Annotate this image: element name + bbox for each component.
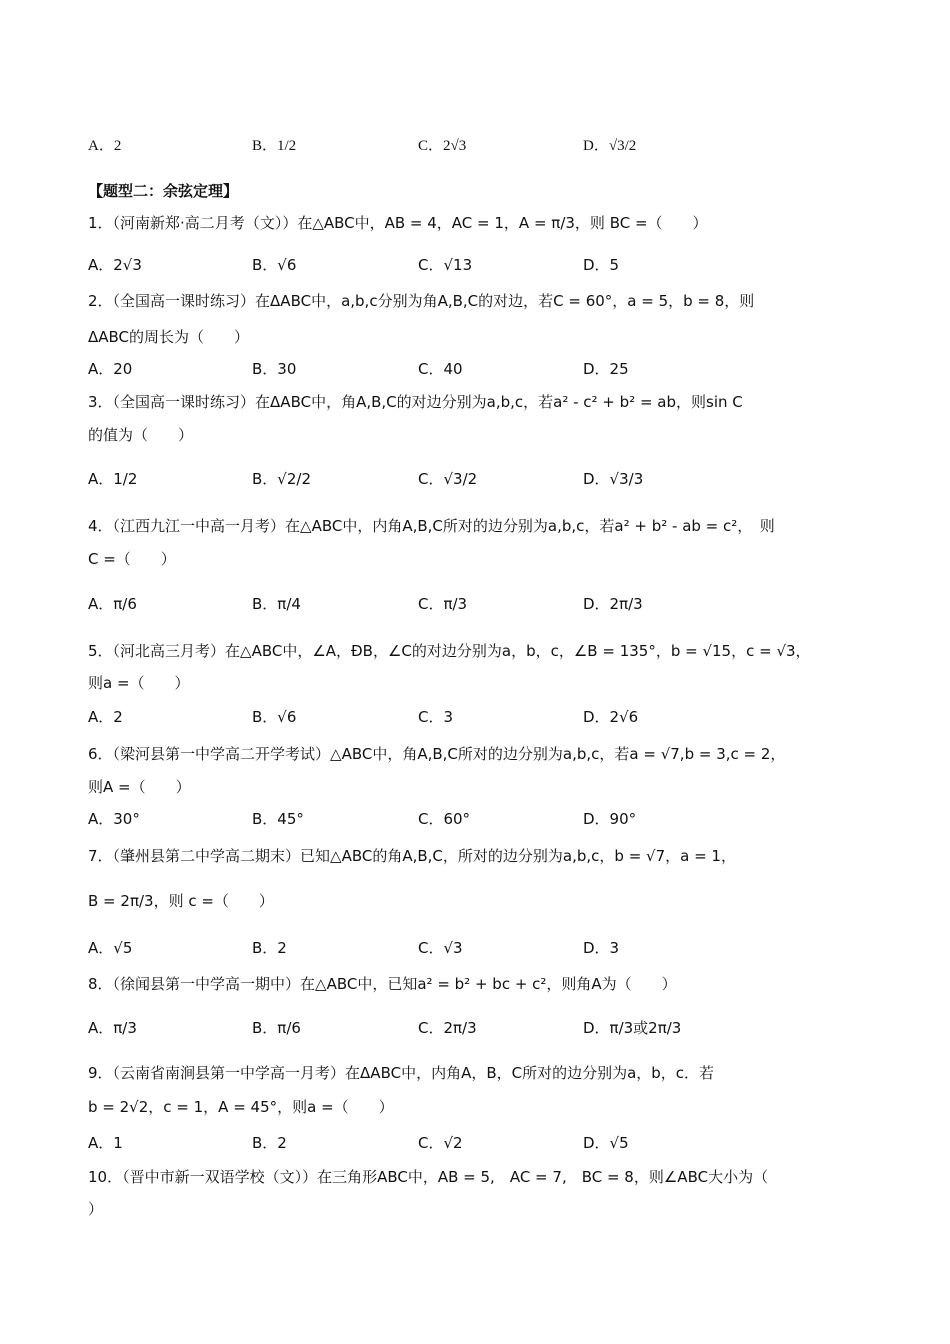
- q9-option-a: A．1: [88, 1134, 123, 1152]
- q7-option-d: D．3: [583, 939, 620, 957]
- top-option-d: D．√3/2: [583, 138, 637, 154]
- top-option-c: C．2√3: [418, 138, 467, 154]
- q5-option-c: C．3: [418, 708, 454, 726]
- q8-option-a: A．π/3: [88, 1019, 137, 1037]
- q3-option-d: D．√3/3: [583, 470, 644, 488]
- q1-option-b: B．√6: [252, 256, 297, 274]
- question-10-stem-cont: ）: [88, 1200, 104, 1218]
- q9-option-c: C．√2: [418, 1134, 463, 1152]
- top-option-a: A．2: [88, 138, 122, 154]
- question-2-stem: 2．（全国高一课时练习）在ΔABC中，a,b,c分别为角A,B,C的对边，若C = 60°，a = 5，b = 8，则: [88, 292, 755, 310]
- q3-option-a: A．1/2: [88, 470, 138, 488]
- q6-option-a: A．30°: [88, 810, 140, 828]
- question-7-stem-cont: B = 2π/3，则 c =（ ）: [88, 892, 274, 910]
- question-5-stem-cont: 则a =（ ）: [88, 674, 190, 692]
- question-2-stem-cont: ΔABC的周长为（ ）: [88, 328, 250, 346]
- q5-option-d: D．2√6: [583, 708, 639, 726]
- q6-option-b: B．45°: [252, 810, 304, 828]
- q3-option-b: B．√2/2: [252, 470, 311, 488]
- q6-option-c: C．60°: [418, 810, 471, 828]
- question-1-stem: 1．（河南新郑·高二月考（文））在△ABC中，AB = 4，AC = 1，A = π/3，则 BC =（ ）: [88, 214, 708, 232]
- q2-option-b: B．30: [252, 360, 297, 378]
- q1-option-a: A．2√3: [88, 256, 142, 274]
- question-5-stem: 5．（河北高三月考）在△ABC中，∠A，ÐB，∠C的对边分别为a，b，c，∠B = 135°，b = √15，c = √3，: [88, 642, 811, 660]
- section-title: 【题型二：余弦定理】: [88, 182, 239, 200]
- q8-option-b: B．π/6: [252, 1019, 301, 1037]
- q2-option-d: D．25: [583, 360, 629, 378]
- q4-option-a: A．π/6: [88, 595, 137, 613]
- q9-option-d: D．√5: [583, 1134, 629, 1152]
- q4-option-b: B．π/4: [252, 595, 301, 613]
- top-option-b: B．1/2: [252, 138, 297, 154]
- question-3-stem: 3．（全国高一课时练习）在ΔABC中，角A,B,C的对边分别为a,b,c，若a² - c² + b² = ab，则sin C: [88, 393, 743, 411]
- q4-option-d: D．2π/3: [583, 595, 643, 613]
- question-9-stem: 9．（云南省南涧县第一中学高一月考）在ΔABC中，内角A，B，C所对的边分别为a，b，c．若: [88, 1064, 715, 1082]
- q1-option-d: D．5: [583, 256, 620, 274]
- question-3-stem-cont: 的值为（ ）: [88, 426, 194, 444]
- question-4-stem: 4．（江西九江一中高一月考）在△ABC中，内角A,B,C所对的边分别为a,b,c，若a² + b² - ab = c²， 则: [88, 517, 775, 535]
- q5-option-a: A．2: [88, 708, 123, 726]
- q1-option-c: C．√13: [418, 256, 473, 274]
- q7-option-a: A．√5: [88, 939, 133, 957]
- q7-option-b: B．2: [252, 939, 287, 957]
- q9-option-b: B．2: [252, 1134, 287, 1152]
- question-7-stem: 7．（肇州县第二中学高二期末）已知△ABC的角A,B,C，所对的边分别为a,b,c，b = √7，a = 1，: [88, 847, 736, 865]
- q6-option-d: D．90°: [583, 810, 637, 828]
- q4-option-c: C．π/3: [418, 595, 468, 613]
- question-6-stem-cont: 则A =（ ）: [88, 778, 191, 796]
- q2-option-c: C．40: [418, 360, 463, 378]
- question-4-stem-cont: C =（ ）: [88, 550, 176, 568]
- q8-option-d: D．π/3或2π/3: [583, 1019, 682, 1037]
- q3-option-c: C．√3/2: [418, 470, 478, 488]
- question-10-stem: 10．（晋中市新一双语学校（文））在三角形ABC中，AB = 5, AC = 7, BC = 8，则∠ABC大小为（: [88, 1168, 769, 1186]
- q7-option-c: C．√3: [418, 939, 463, 957]
- question-8-stem: 8．（徐闻县第一中学高一期中）在△ABC中，已知a² = b² + bc + c²，则角A为（ ）: [88, 975, 677, 993]
- q2-option-a: A．20: [88, 360, 133, 378]
- question-9-stem-cont: b = 2√2，c = 1，A = 45°，则a =（ ）: [88, 1098, 394, 1116]
- q5-option-b: B．√6: [252, 708, 297, 726]
- q8-option-c: C．2π/3: [418, 1019, 477, 1037]
- question-6-stem: 6．（梁河县第一中学高二开学考试）△ABC中，角A,B,C所对的边分别为a,b,c，若a = √7,b = 3,c = 2，: [88, 745, 786, 763]
